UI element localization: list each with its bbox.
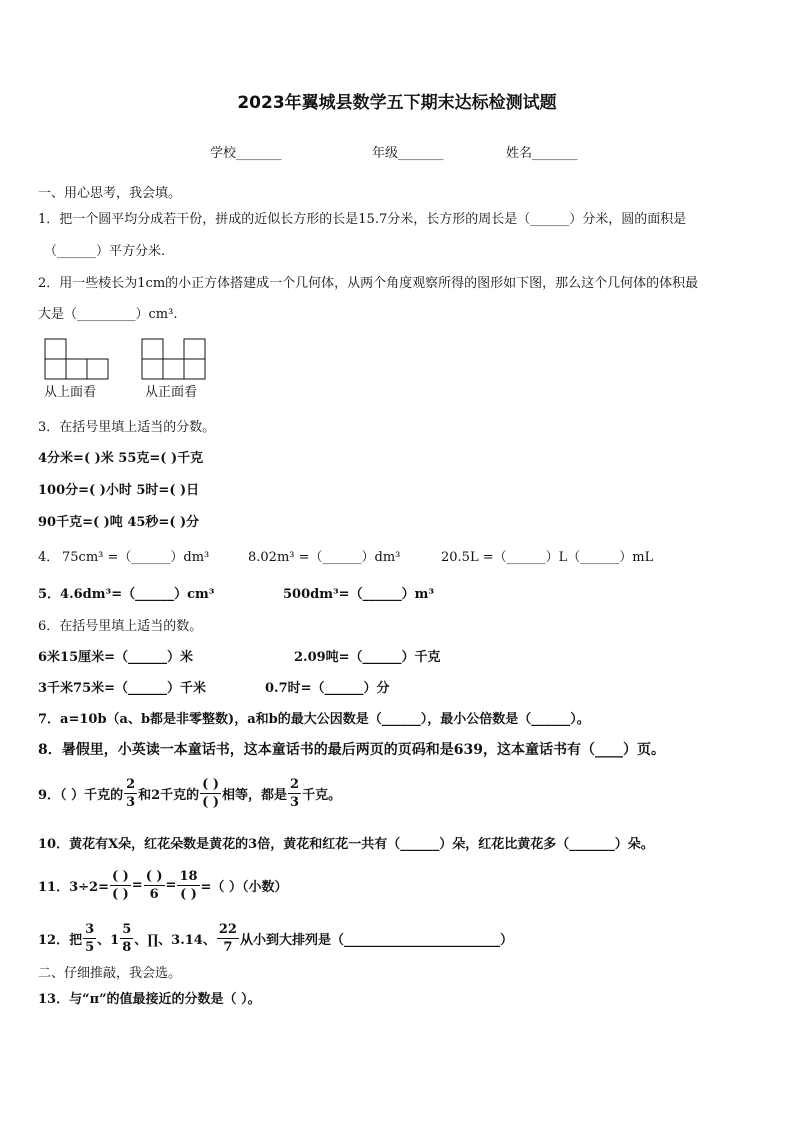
top-view-caption: 从上面看 xyxy=(44,385,97,400)
question-3-line-3: 90千克=( )吨 45秒=( )分 xyxy=(38,515,200,530)
question-8: 8．暑假里，小英读一本童话书，这本童话书的最后两页的页码和是639，这本童话书有（____）页。 xyxy=(38,742,665,758)
fraction: $\frac{3}{5}$ xyxy=(85,921,95,955)
question-12-separator: 、1 xyxy=(97,932,120,948)
question-6-part-2: 2.09吨=（______）千克 xyxy=(294,650,441,665)
page-title: 2023年翼城县数学五下期末达标检测试题 xyxy=(237,93,557,113)
question-9-middle-2: 相等，都是 xyxy=(222,787,288,803)
question-2-line-2: 大是（_________）cm³. xyxy=(38,307,178,322)
fraction: $\frac{22}{7}$ xyxy=(218,921,237,955)
fraction-blank: $\frac{( )}{( )}$ xyxy=(202,776,219,810)
question-10: 10．黄花有X朵，红花朵数是黄花的3倍，黄花和红花一共有（______）朵，红花比黄花多（_______）朵。 xyxy=(38,837,654,852)
front-view-figure xyxy=(141,338,207,382)
question-3-prompt: 3．在括号里填上适当的分数。 xyxy=(38,420,216,435)
question-11 xyxy=(38,862,287,908)
question-2-line-1: 2．用一些棱长为1cm的小正方体搭建成一个几何体，从两个角度观察所得的图形如下图，那么这个几何体的体积最 xyxy=(38,276,699,291)
question-4-part-1: 75cm³ =（______）dm³ xyxy=(62,550,210,565)
fraction-blank: $\frac{( )}{( )}$ xyxy=(111,868,129,902)
question-1-line-2: （______）平方分米. xyxy=(44,244,166,259)
name-field[interactable]: 姓名_______ xyxy=(506,146,578,161)
question-3-line-1: 4分米=( )米 55克=( )千克 xyxy=(38,451,204,466)
question-6-part-1: 6米15厘米=（______）米 xyxy=(38,650,194,665)
question-5-part-2: 500dm³=（______）m³ xyxy=(283,587,435,602)
question-12-separator-2: 、∏、3.14、 xyxy=(134,932,216,948)
school-field[interactable]: 学校_______ xyxy=(210,146,282,161)
top-view-figure xyxy=(44,338,110,382)
fraction: $\frac{5}{8}$ xyxy=(122,921,132,955)
question-6-prompt: 6．在括号里填上适当的数。 xyxy=(38,619,203,634)
question-6-part-3: 3千米75米=（______）千米 xyxy=(38,681,207,696)
question-4-part-3: 20.5L =（______）L（______）mL xyxy=(441,550,654,565)
question-7: 7．a=10b（a、b都是非零整数)，a和b的最大公因数是（______），最小公倍数是（______）。 xyxy=(38,712,590,727)
grade-field[interactable]: 年级_______ xyxy=(372,146,444,161)
question-11-prefix: 11．3÷2= xyxy=(38,879,109,895)
equals-sign: = xyxy=(165,877,177,893)
question-1-line-1: 1．把一个圆平均分成若干份，拼成的近似长方形的长是15.7分米，长方形的周长是（______）分米，圆的面积是 xyxy=(38,212,687,227)
question-12-suffix: 从小到大排列是（________________________） xyxy=(239,932,513,948)
fraction-blank: $\frac{( )}{6}$ xyxy=(145,868,163,902)
question-11-suffix: =（ ）（小数） xyxy=(200,879,288,895)
question-9-prefix: 9．（ ）千克的 xyxy=(38,787,124,803)
equals-sign: = xyxy=(131,877,143,893)
fraction: $\frac{2}{3}$ xyxy=(290,776,300,810)
question-12-prefix: 12．把 xyxy=(38,932,83,948)
question-3-line-2: 100分=( )小时 5时=( )日 xyxy=(38,483,200,498)
question-6-part-4: 0.7时=（______）分 xyxy=(265,681,390,696)
fraction-blank: $\frac{18}{( )}$ xyxy=(179,868,198,902)
question-13: 13．与“π”的值最接近的分数是（ ）。 xyxy=(38,992,261,1007)
fraction: $\frac{2}{3}$ xyxy=(126,776,136,810)
question-9 xyxy=(38,770,341,816)
question-12 xyxy=(38,915,513,961)
question-9-middle: 和2千克的 xyxy=(138,787,200,803)
question-9-suffix: 千克。 xyxy=(302,787,342,803)
question-4-number: 4． xyxy=(38,550,60,565)
question-5-part-1: 5．4.6dm³=（______）cm³ xyxy=(38,587,215,602)
section-heading-1: 一、用心思考，我会填。 xyxy=(38,186,182,201)
section-heading-2: 二、仔细推敲，我会选。 xyxy=(38,966,182,981)
question-4-part-2: 8.02m³ =（______）dm³ xyxy=(248,550,401,565)
front-view-caption: 从正面看 xyxy=(145,385,198,400)
